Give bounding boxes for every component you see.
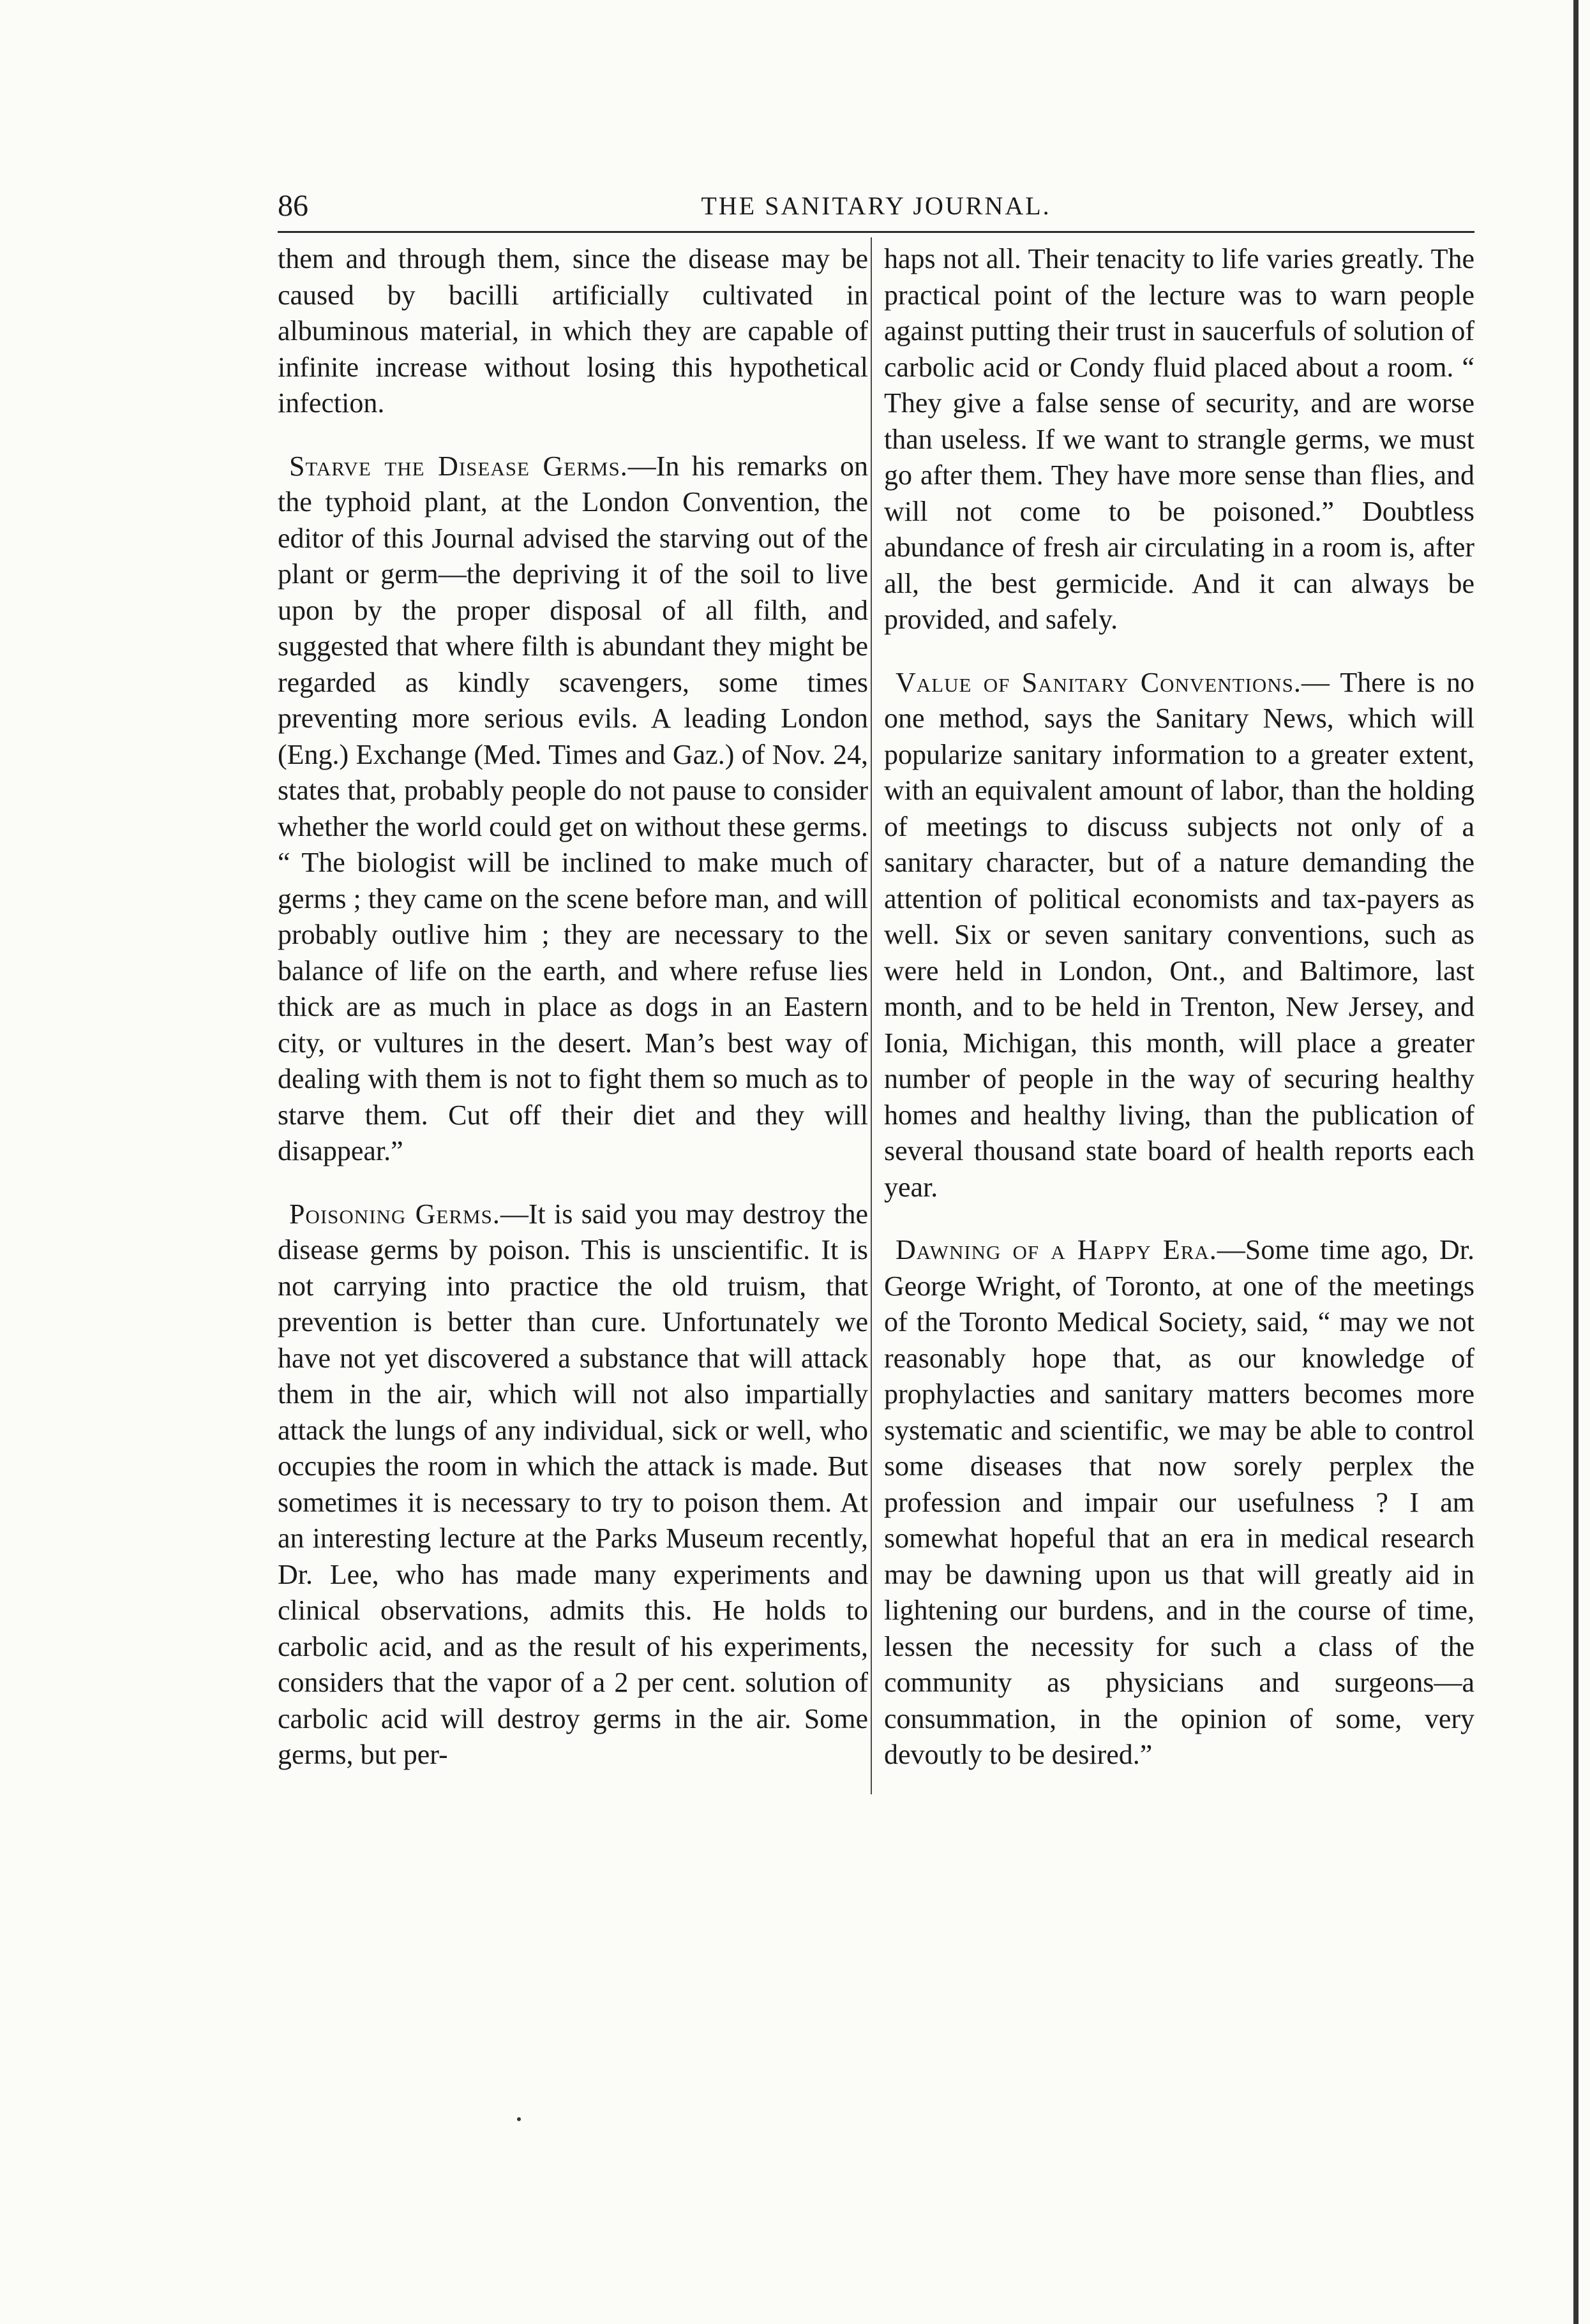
section-heading: Value of Sanitary Conventions. [896, 666, 1301, 698]
column-divider [871, 237, 872, 1794]
page-number: 86 [278, 189, 308, 223]
paragraph-continued: haps not all. Their tenacity to life varies greatly. The practical point of the lecture was to warn people against putting their trust in saucerfuls of solution of carbolic acid or Condy fluid placed about a room. “ They give a false sense of security, and are worse than useless. If we want to strangle germs, we must go after them. They have more sense than flies, and will not come to be poisoned.” Doubtless abundance of fresh air circulating in a room is, after all, the best germicide. And it can always be provided, and safely. [884, 243, 1474, 635]
paragraph-body: —It is said you may destroy the disease germs by poison. This is unscientific. It is not carrying into practice the old truism, that prevention is better than cure. Unfortunately we have not yet discovered a substance that will attack them in the air, which will not also impartially attack the lungs of any individual, sick or well, who occupies the room in which the attack is made. But sometimes it is necessary to try to poison them. At an interesting lecture at the Parks Museum recently, Dr. Lee, who has made many experiments and clinical observations, admits this. He holds to carbolic acid, and as the result of his experiments, considers that the vapor of a 2 per cent. solution of carbolic acid will destroy germs in the air. Some germs, but per- [278, 1198, 868, 1770]
section-heading: Starve the Disease Germs. [289, 450, 628, 482]
header-rule [278, 231, 1474, 233]
paragraph-starve-germs [278, 449, 868, 1170]
paragraph-poisoning-germs [278, 1196, 868, 1773]
right-column [884, 241, 1474, 1939]
ink-speck [517, 2117, 521, 2121]
section-heading: Poisoning Germs. [289, 1198, 500, 1230]
paragraph-body: —In his remarks on the typhoid plant, at the London Convention, the editor of this Journal advised the starving out of the plant or germ—the depriving it of the soil to live upon by the proper disposal of all filth, and suggested that where filth is abundant they might be regarded as kindly scavengers, some times preventing more serious evils. A leading London (Eng.) Exchange (Med. Times and Gaz.) of Nov. 24, states that, probably people do not pause to consider whether the world could get on without these germs. “ The biologist will be inclined to make much of germs ; they came on the scene before man, and will probably outlive him ; they are necessary to the balance of life on the earth, and where refuse lies thick are as much in place as dogs in an Eastern city, or vultures in the desert. Man’s best way of dealing with them is not to fight them so much as to starve them. Cut off their diet and they will disappear.” [278, 450, 868, 1166]
left-column [278, 241, 868, 1939]
paragraph-body: —Some time ago, Dr. George Wright, of Toronto, at one of the meetings of the Toronto Medical Society, said, “ may we not reasonably hope that, as our knowledge of prophylacties and sanitary matters becomes more systematic and scientific, we may be able to control some diseases that now sorely perplex the profession and impair our usefulness ? I am somewhat hopeful that an era in medical research may be dawning upon us that will greatly aid in lightening our burdens, and in the course of time, lessen the necessity for such a class of the community as physicians and surgeons—a consummation, in the opinion of some, very devoutly to be desired.” [884, 1234, 1474, 1770]
paragraph-body: — There is no one method, says the Sanitary News, which will popularize sanitary information to a greater extent, with an equivalent amount of labor, than the holding of meetings to discuss subjects not only of a sanitary character, but of a nature demanding the attention of political economists and tax-payers as well. Six or seven sanitary conventions, such as were held in London, Ont., and Baltimore, last month, and to be held in Trenton, New Jersey, and Ionia, Michigan, this month, will place a greater number of people in the way of securing healthy homes and healthy living, than the publication of several thousand state board of health reports each year. [884, 666, 1474, 1203]
running-head: THE SANITARY JOURNAL. [701, 191, 1051, 220]
section-heading: Dawning of a Happy Era. [896, 1234, 1217, 1265]
paragraph-happy-era [884, 1232, 1474, 1773]
paragraph-sanitary-conventions [884, 665, 1474, 1206]
paragraph-continued: them and through them, since the disease may be caused by bacilli artificially cultivated in albuminous material, in which they are capable of infinite increase without losing this hypothetical infection. [278, 243, 868, 419]
page-header [278, 188, 1474, 233]
scan-edge-shadow [1573, 0, 1579, 2324]
